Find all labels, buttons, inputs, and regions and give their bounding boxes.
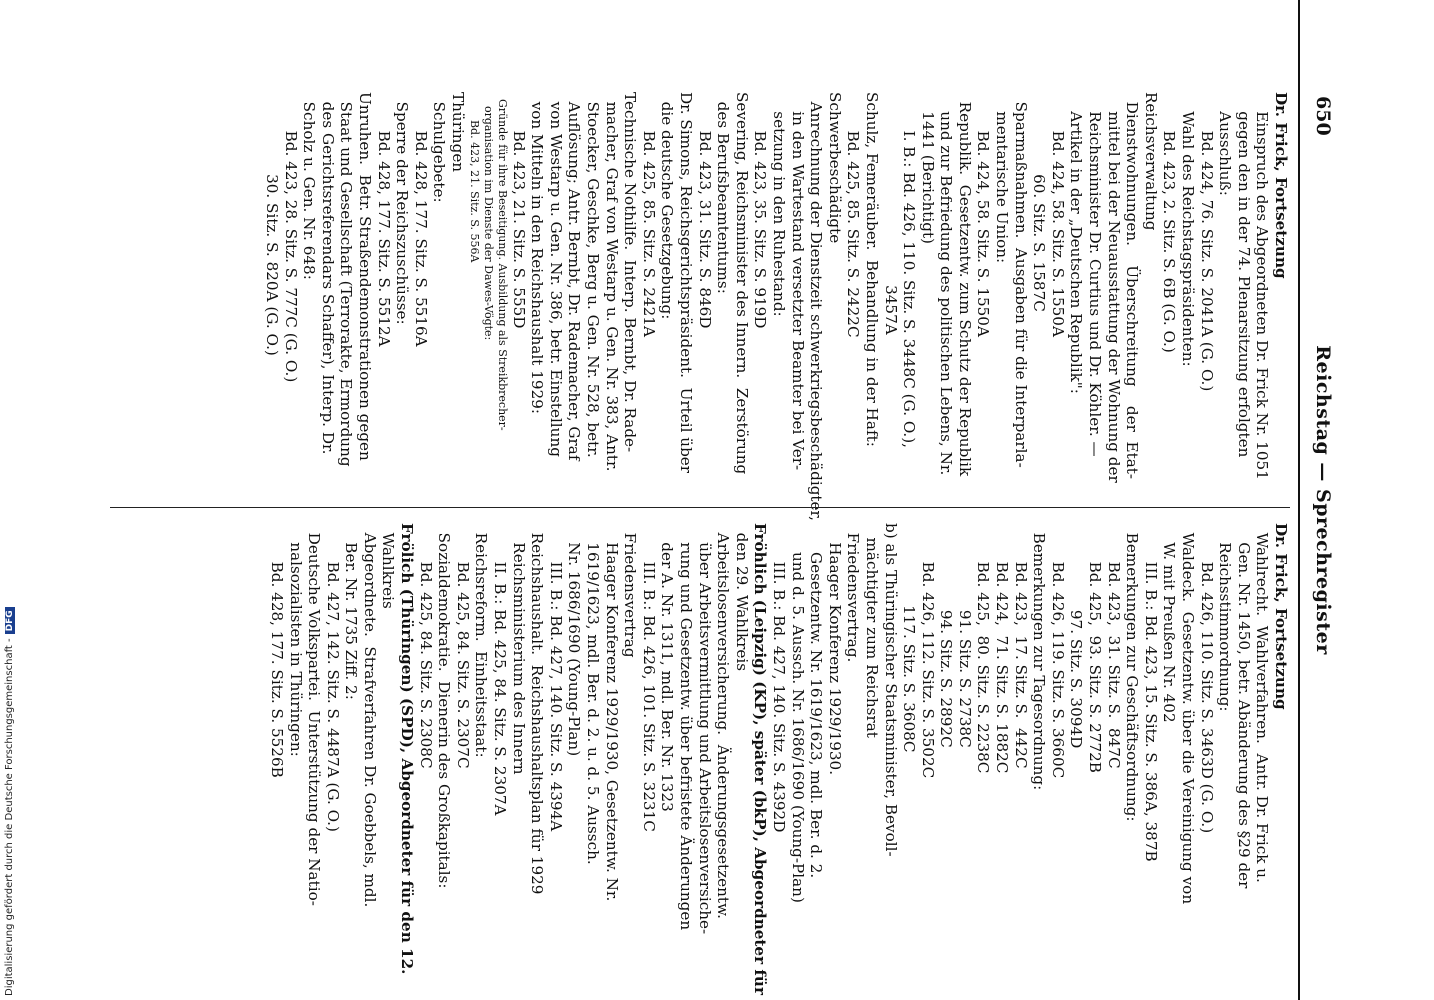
text-line: Bemerkungen zur Geschäftsordnung: (1123, 523, 1142, 822)
text-line: Haager Konferenz 1929/1930, Gesetzentw. Nr. (602, 523, 621, 902)
text-line: von Mitteln in den Reichshaushalt 1929: (528, 92, 547, 415)
text-line: mentarische Union: (993, 92, 1012, 264)
text-line: des Gerichtsreferendars Schaffer), Interp. Dr. (318, 92, 337, 455)
text-line: Bd. 428, 177. Sitz. S. 5512A (374, 92, 393, 347)
text-line: 91. Sitz. S. 2738C (955, 523, 974, 748)
page-header (1298, 0, 1340, 1000)
text-line: Bd. 425, 93. Sitz. S. 2772B (1086, 523, 1105, 773)
text-line: 117. Sitz. S. 3608C (900, 523, 919, 753)
text-line: und d. 5. Aussch. Nr. 1686/1690 (Young-Plan) (788, 523, 807, 903)
text-line: Artikel in der „Deutschen Republik": (1067, 92, 1086, 394)
text-line: Dr. Frick, Fortsetzung (1272, 92, 1290, 279)
text-line: Reichsministerium des Innern (509, 523, 528, 775)
text-line: Technische Nothilfe. Interp. Bernbt, Dr. Rade- (621, 92, 640, 453)
text-line: Severing, Reichsminister des Innern. Zerstörung (732, 92, 751, 475)
text-line: III. B.: Bd. 427, 140. Sitz. S. 4394A (546, 523, 565, 832)
text-line: Unruhen. Betr. Straßendemonstrationen gegen (356, 92, 375, 461)
text-line: von Westarp u. Gen. Nr. 386, betr. Einstellung (546, 92, 565, 457)
text-line: II. B.: Bd. 425, 84. Sitz. S. 2307A (491, 523, 510, 816)
text-line: Bd. 424, 71. Sitz. S. 1882C (993, 523, 1012, 774)
text-line: 60. Sitz. S. 1587C (1030, 92, 1049, 312)
text-line: Abgeordnete. Strafverfahren Dr. Goebbels, mdl. (360, 523, 379, 908)
text-line: Bd. 424, 76. Sitz. S. 2041A (G. O.) (1197, 92, 1216, 392)
text-line: Sperre der Reichszuschüsse: (393, 92, 412, 325)
text-line: 97. Sitz. S. 3094D (1067, 523, 1086, 749)
footer (4, 607, 15, 996)
text-line: Stoecker, Geschke, Berg u. Gen. Nr. 528, betr. (584, 92, 603, 458)
text-line: Staat und Gesellschaft (Terrorakte, Ermordung (337, 92, 356, 467)
text-line: Bd. 423, 35. Sitz. S. 919D (751, 92, 770, 329)
text-line: Waldeck. Gesetzentw. über die Vereinigung von (1179, 523, 1198, 905)
text-line: Haager Konferenz 1929/1930. (825, 523, 844, 776)
text-line: Gen. Nr. 1450, betr. Abänderung des §29 der (1234, 523, 1253, 889)
page-number: 650 (1312, 96, 1334, 136)
text-line: mittel bei der Neuausstattung der Wohnung der (1104, 92, 1123, 483)
text-line: Bd. 423, 17. Sitz. S. 442C (1011, 523, 1030, 769)
text-line: gegen den in der 74. Plenarsitzung erfolgten (1234, 92, 1253, 458)
text-line: rung und Gesetzentw. über befristete Änderungen (677, 523, 695, 931)
text-line: Friedensvertrag. (844, 523, 863, 663)
text-line: Schulz, Femeräuber. Behandlung in der Haft: (862, 92, 881, 447)
text-line: III. B.: Bd. 423, 15. Sitz. S. 386A, 387B (1141, 523, 1160, 862)
text-line: Schulgebete: (430, 92, 449, 203)
text-line: Bd. 423, 21. Sitz. S. 556A (468, 92, 482, 263)
text-line: Bd. 426, 112. Sitz. S. 3502C (918, 523, 937, 779)
rotated-page (120, 0, 1340, 1000)
footer-text: Digitalisierung gefördert durch die Deutsche Forschungsgemeinschaft - (4, 638, 15, 996)
text-line: Bd. 424, 58. Sitz. S. 1550A (1048, 92, 1067, 337)
text-line: Friedensvertrag (621, 523, 640, 658)
text-line: b) als Thüringischer Staatsminister, Bevoll- (881, 523, 900, 857)
text-line: Bd. 425, 85. Sitz. S. 2422C (844, 92, 863, 338)
text-line: Wahlrecht. Wahlverfahren. Antr. Dr. Frick u. (1253, 523, 1272, 883)
dfg-logo: DFG (5, 607, 15, 634)
text-line: 3457A (881, 92, 900, 335)
text-line: Wahlkreis (379, 523, 398, 609)
text-line: Reichshaushalt. Reichshaushaltsplan für 1929 (528, 523, 547, 895)
text-line: organisation im Dienste der Dawes-Vögte: (482, 92, 496, 341)
text-line: Anrechnung der Dienstzeit schwerkriegsbeschädigter, (807, 92, 826, 521)
text-line: Bd. 428, 177. Sitz. S. 5526B (267, 523, 286, 778)
text-line: Bd. 423, 31. Sitz. S. 847C (1104, 523, 1123, 769)
text-line: und zur Befriedung des politischen Lebens, Nr. (937, 92, 956, 476)
text-line: in den Wartestand versetzter Beamter bei Ver- (788, 92, 807, 471)
text-line: 1441 (Berichtigt) (918, 92, 937, 244)
text-line: Ausschluß: (1216, 92, 1235, 196)
text-line: macher, Graf von Westarp u. Gen. Nr. 383, Antr. (602, 92, 621, 472)
text-line: Arbeitslosenversicherung. Änderungsgesetzentw. (714, 523, 733, 919)
text-line: Bemerkungen zur Tagesordnung: (1030, 523, 1049, 791)
text-line: Nr. 1686/1690 (Young-Plan) (565, 523, 584, 757)
column-divider (110, 507, 1290, 508)
text-line: W. mit Preußen Nr. 402 (1160, 523, 1179, 723)
text-line: Bd. 424, 58. Sitz. S. 1550A (974, 92, 993, 337)
text-line: Sparmaßnahmen. Ausgaben für die Interparla- (1011, 92, 1030, 468)
text-line: Bd. 425, 85. Sitz. S. 2421A (639, 92, 658, 337)
text-line: 1619/1623, mdl. Ber. d. 2. u. d. 5. Aussch. (584, 523, 603, 865)
text-line: Gesetzentw. Nr. 1619/1623, mdl. Ber. d. 2. (807, 523, 826, 879)
text-line: Bd. 426, 119. Sitz. S. 3660C (1048, 523, 1067, 779)
text-line: Wahl des Reichstagspräsidenten: (1179, 92, 1198, 367)
text-line: III. B.: Bd. 426, 101. Sitz. S. 3231C (639, 523, 658, 832)
text-line: Bd. 425, 80. Sitz. S. 2238C (974, 523, 993, 774)
text-line: Dr. Simons, Reichsgerichtspräsident. Urteil über (677, 92, 695, 474)
text-line: Republik. Gesetzentw. zum Schutz der Republik (955, 92, 974, 477)
text-line: des Berufsbeamtentums: (714, 92, 733, 294)
text-line: 30. Sitz. S. 820A (G. O.) (263, 92, 282, 356)
text-line: Bd. 423, 31. Sitz. S. 846D (695, 92, 714, 329)
text-line: Gründe für ihre Beseitigung. Ausbildung als Streikbrecher- (496, 92, 510, 431)
text-line: Bd. 423, 21. Sitz. S. 555D (509, 92, 528, 329)
text-line: Reichsreform. Einheitsstaat: (472, 523, 491, 758)
text-line: über Arbeitsvermittlung und Arbeitslosenversiche- (695, 523, 714, 935)
text-line: Bd. 425, 84. Sitz. S. 2308C (416, 523, 435, 769)
text-line: die deutsche Gesetzgebung: (658, 92, 677, 320)
text-line: Frölich (Thüringen) (SPD), Abgeordneter für den 12. (398, 523, 417, 975)
text-line: Dr. Frick, Fortsetzung (1272, 523, 1290, 710)
text-line: Reichsminister Dr. Curtius und Dr. Köhler. — (1086, 92, 1105, 457)
right-column (267, 523, 1290, 995)
running-head: Reichstag — Sprechregister (1312, 345, 1334, 655)
left-column (263, 92, 1290, 521)
text-line: Bd. 423, 28. Sitz. S. 777C (G. O.) (281, 92, 300, 383)
text-line: Dienstwohnungen. Überschreitung der Etat- (1123, 92, 1142, 480)
text-line: nalsozialisten in Thüringen: (286, 523, 305, 757)
text-line: Bd. 423, 2. Sitz. S. 6B (G. O.) (1160, 92, 1179, 353)
text-line: Bd. 426, 110. Sitz. S. 3463D (G. O.) (1197, 523, 1216, 834)
text-line: Reichsverwaltung (1141, 92, 1160, 231)
text-line: mächtigter zum Reichsrat (862, 523, 881, 738)
text-line: Reichsstimmordnung: (1216, 523, 1235, 712)
text-line: Bd. 427, 142. Sitz. S. 4487A (G. O.) (323, 523, 342, 832)
text-line: den 29. Wahlkreis (732, 523, 751, 672)
text-line: Scholz u. Gen. Nr. 648: (300, 92, 319, 280)
text-line: III. B.: Bd. 427, 140. Sitz. S. 4392D (769, 523, 788, 833)
text-line: Fröhlich (Leipzig) (KP), später (bkP), Abgeordneter für (751, 523, 770, 995)
text-line: Bd. 425, 84. Sitz. S. 2307C (453, 523, 472, 769)
text-line: Bd. 428, 177. Sitz. S. 5516A (411, 92, 430, 347)
text-line: Einspruch des Abgeordneten Dr. Frick Nr. 1051 (1253, 92, 1272, 480)
text-line: Schwerbeschädigte (825, 92, 844, 244)
text-line: der A. Nr. 1311, mdl. Ber. Nr. 1323 (658, 523, 677, 812)
text-line: I. B.: Bd. 426, 110. Sitz. S. 3448C (G. O.), (900, 92, 919, 448)
text-line: Sozialdemokratie. Dienerin des Großkapitals: (435, 523, 454, 889)
text-line: Auflösung; Antr. Bernbt, Dr. Rademacher, Graf (565, 92, 584, 461)
text-line: setzung in den Ruhestand: (769, 92, 788, 317)
text-line: 94. Sitz. S. 2892C (937, 523, 956, 748)
text-line: Deutsche Volkspartei. Unterstützung der Natio- (305, 523, 324, 906)
text-line: Thüringen (449, 92, 468, 173)
text-line: Ber. Nr. 1735 Ziff. 2: (342, 523, 361, 700)
